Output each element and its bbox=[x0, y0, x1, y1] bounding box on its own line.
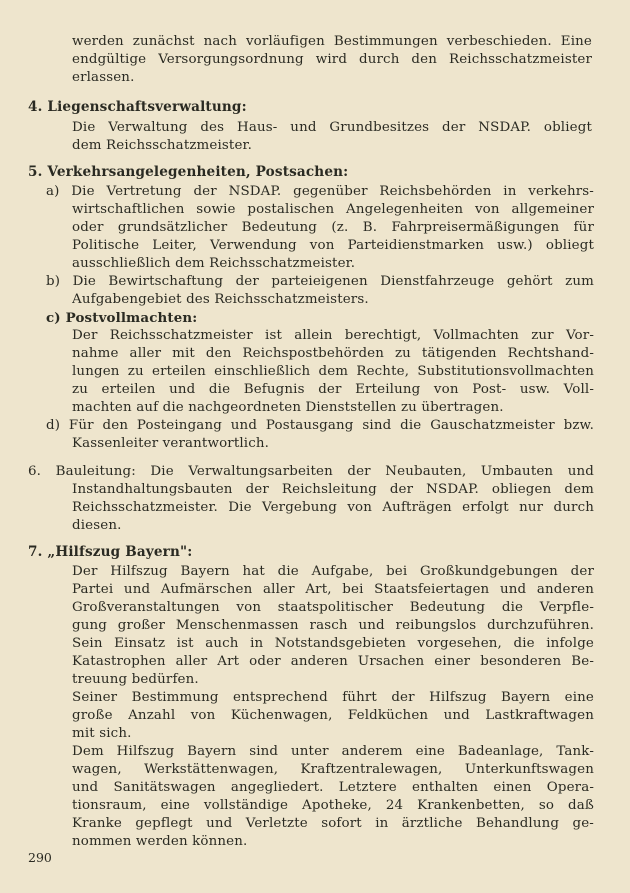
text-line: mit sich. bbox=[72, 726, 132, 741]
text-line: und Sanitätswagen angegliedert. Letztere enthalten einen Opera- bbox=[72, 780, 594, 795]
text-line: gung großer Menschenmassen rasch und reibungslos durchzuführen. bbox=[72, 618, 594, 633]
text-line: Katastrophen aller Art oder anderen Ursachen einer besonderen Be- bbox=[72, 654, 594, 669]
text-line: b) Die Bewirtschaftung der parteieigenen Dienstfahrzeuge gehört zum bbox=[46, 274, 594, 289]
text-line: werden zunächst nach vorläufigen Bestimmungen verbeschieden. Eine bbox=[72, 34, 592, 49]
text-line: Kassenleiter verantwortlich. bbox=[72, 436, 270, 451]
text-line: machten auf die nachgeordneten Dienststellen zu übertragen. bbox=[72, 400, 504, 415]
text-line: 6. Bauleitung: Die Verwaltungsarbeiten der Neubauten, Umbauten und bbox=[28, 464, 594, 479]
text-line: Die Verwaltung des Haus- und Grundbesitzes der NSDAP. obliegt bbox=[72, 120, 592, 135]
section-heading: 4. Liegenschaftsverwaltung: bbox=[28, 99, 247, 115]
text-line: dem Reichsschatzmeister. bbox=[72, 138, 253, 153]
text-line: Seiner Bestimmung entsprechend führt der Hilfszug Bayern eine bbox=[72, 690, 594, 705]
text-line: d) Für den Posteingang und Postausgang sind die Gauschatzmeister bzw. bbox=[46, 418, 594, 433]
section-heading: 7. „Hilfszug Bayern": bbox=[28, 544, 193, 560]
text-line: Politische Leiter, Verwendung von Parteidienstmarken usw.) obliegt bbox=[72, 238, 594, 253]
text-line: wagen, Werkstättenwagen, Kraftzentralewagen, Unterkunftswagen bbox=[72, 762, 594, 777]
text-line: nahme aller mit den Reichspostbehörden zu tätigenden Rechtshand- bbox=[72, 346, 594, 361]
text-line: a) Die Vertretung der NSDAP. gegenüber Reichsbehörden in verkehrs- bbox=[46, 184, 594, 199]
text-line: zu erteilen und die Befugnis der Erteilung von Post- usw. Voll- bbox=[72, 382, 594, 397]
text-line: tionsraum, eine vollständige Apotheke, 24 Krankenbetten, so daß bbox=[72, 798, 594, 813]
text-line: Der Hilfszug Bayern hat die Aufgabe, bei Großkundgebungen der bbox=[72, 564, 594, 579]
text-line: große Anzahl von Küchenwagen, Feldküchen und Lastkraftwagen bbox=[72, 708, 594, 723]
text-line: Partei und Aufmärschen aller Art, bei Staatsfeiertagen und anderen bbox=[72, 582, 594, 597]
text-line: oder grundsätzlicher Bedeutung (z. B. Fahrpreisermäßigungen für bbox=[72, 220, 594, 235]
text-line: Aufgabengebiet des Reichsschatzmeisters. bbox=[72, 292, 369, 307]
text-line: endgültige Versorgungsordnung wird durch den Reichsschatzmeister bbox=[72, 52, 592, 67]
text-line: treuung bedürfen. bbox=[72, 672, 199, 687]
text-line: wirtschaftlichen sowie postalischen Angelegenheiten von allgemeiner bbox=[72, 202, 594, 217]
text-line: Sein Einsatz ist auch in Notstandsgebieten vorgesehen, die infolge bbox=[72, 636, 594, 651]
text-line: erlassen. bbox=[72, 70, 135, 85]
page-number: 290 bbox=[28, 850, 52, 865]
text-line: ausschließlich dem Reichsschatzmeister. bbox=[72, 256, 356, 271]
text-line: Großveranstaltungen von staatspolitischer Bedeutung die Verpfle- bbox=[72, 600, 594, 615]
text-line: nommen werden können. bbox=[72, 834, 248, 849]
subsection-heading: c) Postvollmachten: bbox=[46, 310, 198, 326]
text-line: Kranke gepflegt und Verletzte sofort in ärztliche Behandlung ge- bbox=[72, 816, 594, 831]
section-heading: 5. Verkehrsangelegenheiten, Postsachen: bbox=[28, 164, 349, 180]
text-line: diesen. bbox=[72, 518, 122, 533]
text-line: Instandhaltungsbauten der Reichsleitung der NSDAP. obliegen dem bbox=[72, 482, 594, 497]
text-line: lungen zu erteilen einschließlich dem Rechte, Substitutionsvollmachten bbox=[72, 364, 594, 379]
text-line: Dem Hilfszug Bayern sind unter anderem eine Badeanlage, Tank- bbox=[72, 744, 594, 759]
text-line: Der Reichsschatzmeister ist allein berechtigt, Vollmachten zur Vor- bbox=[72, 328, 594, 343]
text-line: Reichsschatzmeister. Die Vergebung von Aufträgen erfolgt nur durch bbox=[72, 500, 594, 515]
